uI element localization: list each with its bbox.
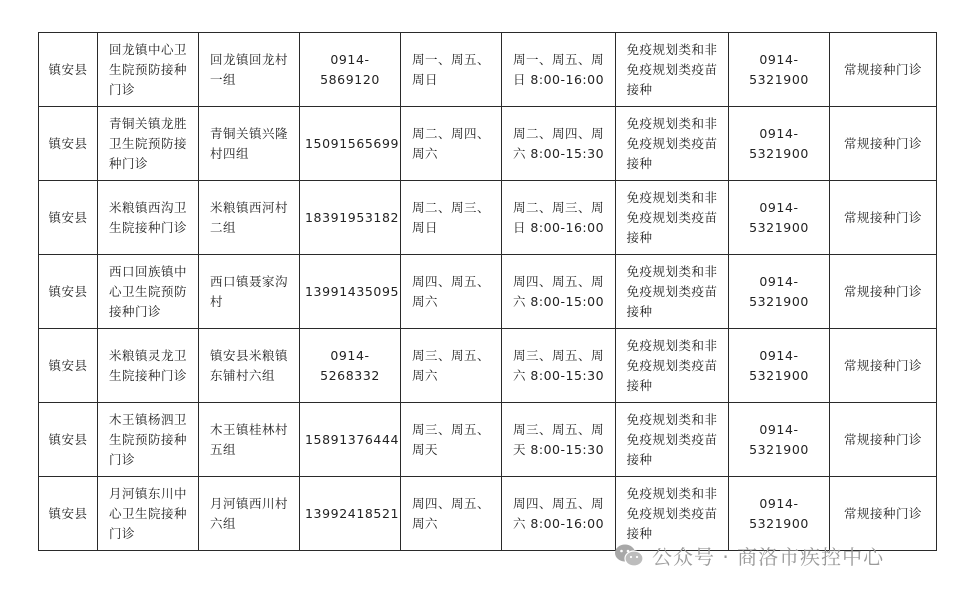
- table-row: [39, 33, 937, 107]
- service-text: 免疫规划类和非 免疫规划类疫苗 接种: [626, 485, 718, 541]
- days-text: 周四、周五、 周六: [411, 495, 490, 531]
- phone-cell: [300, 329, 401, 403]
- type-cell: [830, 181, 937, 255]
- county-cell: [39, 107, 98, 181]
- county-cell: [39, 477, 98, 551]
- days-text: 周四、周五、 周六: [411, 273, 490, 309]
- days-cell: [401, 477, 502, 551]
- county-text: 镇安县: [48, 209, 88, 225]
- county-text: 镇安县: [48, 505, 88, 521]
- phone-cell: [300, 403, 401, 477]
- service-cell: [616, 181, 729, 255]
- address-text: 回龙镇回龙村 一组: [209, 51, 288, 87]
- table-row: [39, 477, 937, 551]
- address-text: 青铜关镇兴隆 村四组: [209, 125, 288, 161]
- county-text: 镇安县: [48, 283, 88, 299]
- days-cell: [401, 255, 502, 329]
- clinic-cell: [98, 33, 199, 107]
- county-text: 镇安县: [48, 357, 88, 373]
- clinic-text: 木王镇杨泗卫 生院预防接种 门诊: [108, 411, 187, 467]
- address-cell: [199, 33, 300, 107]
- hours-text: 周二、周三、周 日 8:00-16:00: [512, 199, 605, 235]
- type-cell: [830, 33, 937, 107]
- days-cell: [401, 403, 502, 477]
- clinic-cell: [98, 477, 199, 551]
- hours-text: 周四、周五、周 六 8:00-15:00: [512, 273, 605, 309]
- hours-text: 周一、周五、周 日 8:00-16:00: [512, 51, 605, 87]
- address-text: 月河镇西川村 六组: [209, 495, 288, 531]
- clinic-table: [38, 32, 937, 551]
- hotline-cell: [729, 255, 830, 329]
- county-cell: [39, 255, 98, 329]
- hours-cell: [502, 477, 616, 551]
- days-text: 周三、周五、 周六: [411, 347, 490, 383]
- service-text: 免疫规划类和非 免疫规划类疫苗 接种: [626, 41, 718, 97]
- address-text: 镇安县米粮镇 东铺村六组: [209, 347, 288, 383]
- hours-text: 周二、周四、周 六 8:00-15:30: [512, 125, 605, 161]
- phone-cell: [300, 255, 401, 329]
- phone-cell: [300, 33, 401, 107]
- address-cell: [199, 329, 300, 403]
- watermark: [614, 541, 884, 570]
- hotline-cell: [729, 107, 830, 181]
- county-text: 镇安县: [48, 135, 88, 151]
- table-row: [39, 181, 937, 255]
- phone-cell: [300, 107, 401, 181]
- hotline-cell: [729, 477, 830, 551]
- hotline-text: 0914-5321900: [749, 199, 809, 235]
- type-text: 常规接种门诊: [843, 431, 922, 447]
- service-cell: [616, 33, 729, 107]
- hotline-text: 0914-5321900: [749, 495, 809, 531]
- clinic-text: 米粮镇西沟卫 生院接种门诊: [108, 199, 187, 235]
- type-text: 常规接种门诊: [843, 283, 922, 299]
- address-text: 西口镇聂家沟 村: [209, 273, 288, 309]
- hours-cell: [502, 181, 616, 255]
- phone-text: 18391953182: [305, 209, 400, 225]
- service-text: 免疫规划类和非 免疫规划类疫苗 接种: [626, 337, 718, 393]
- phone-cell: [300, 181, 401, 255]
- table-row: [39, 403, 937, 477]
- service-cell: [616, 477, 729, 551]
- clinic-cell: [98, 329, 199, 403]
- hotline-text: 0914-5321900: [749, 125, 809, 161]
- service-cell: [616, 107, 729, 181]
- hotline-cell: [729, 33, 830, 107]
- type-text: 常规接种门诊: [843, 357, 922, 373]
- phone-cell: [300, 477, 401, 551]
- address-text: 米粮镇西河村 二组: [209, 199, 288, 235]
- clinic-text: 青铜关镇龙胜 卫生院预防接 种门诊: [108, 115, 187, 171]
- clinic-cell: [98, 403, 199, 477]
- hotline-text: 0914-5321900: [749, 273, 809, 309]
- days-text: 周二、周三、 周日: [411, 199, 490, 235]
- clinic-cell: [98, 107, 199, 181]
- clinic-text: 回龙镇中心卫 生院预防接种 门诊: [108, 41, 187, 97]
- county-cell: [39, 181, 98, 255]
- hours-cell: [502, 107, 616, 181]
- hotline-text: 0914-5321900: [749, 51, 809, 87]
- type-cell: [830, 329, 937, 403]
- service-text: 免疫规划类和非 免疫规划类疫苗 接种: [626, 189, 718, 245]
- county-text: 镇安县: [48, 61, 88, 77]
- type-text: 常规接种门诊: [843, 209, 922, 225]
- clinic-text: 米粮镇灵龙卫 生院接种门诊: [108, 347, 187, 383]
- days-text: 周二、周四、 周六: [411, 125, 490, 161]
- address-text: 木王镇桂林村 五组: [209, 421, 288, 457]
- hours-cell: [502, 255, 616, 329]
- type-text: 常规接种门诊: [843, 505, 922, 521]
- days-text: 周三、周五、 周天: [411, 421, 490, 457]
- service-text: 免疫规划类和非 免疫规划类疫苗 接种: [626, 411, 718, 467]
- clinic-text: 西口回族镇中 心卫生院预防 接种门诊: [108, 263, 187, 319]
- table-row: [39, 107, 937, 181]
- watermark-text: 公众号 · 商洛市疾控中心: [652, 545, 885, 569]
- hours-cell: [502, 329, 616, 403]
- days-cell: [401, 329, 502, 403]
- table-row: [39, 329, 937, 403]
- county-cell: [39, 33, 98, 107]
- hotline-cell: [729, 329, 830, 403]
- phone-text: 0914-5869120: [320, 51, 380, 87]
- phone-text: 13992418521: [305, 505, 400, 521]
- hotline-text: 0914-5321900: [749, 347, 809, 383]
- address-cell: [199, 477, 300, 551]
- hotline-text: 0914-5321900: [749, 421, 809, 457]
- clinic-text: 月河镇东川中 心卫生院接种 门诊: [108, 485, 187, 541]
- address-cell: [199, 255, 300, 329]
- service-text: 免疫规划类和非 免疫规划类疫苗 接种: [626, 263, 718, 319]
- days-cell: [401, 33, 502, 107]
- service-cell: [616, 403, 729, 477]
- phone-text: 0914-5268332: [320, 347, 380, 383]
- days-cell: [401, 181, 502, 255]
- type-text: 常规接种门诊: [843, 135, 922, 151]
- days-cell: [401, 107, 502, 181]
- hours-text: 周三、周五、周 六 8:00-15:30: [512, 347, 605, 383]
- hotline-cell: [729, 403, 830, 477]
- address-cell: [199, 181, 300, 255]
- table-row: [39, 255, 937, 329]
- county-cell: [39, 403, 98, 477]
- phone-text: 15091565699: [305, 135, 400, 151]
- service-cell: [616, 329, 729, 403]
- hours-text: 周三、周五、周 天 8:00-15:30: [512, 421, 605, 457]
- wechat-icon: [614, 543, 644, 569]
- type-cell: [830, 107, 937, 181]
- type-cell: [830, 403, 937, 477]
- hours-cell: [502, 33, 616, 107]
- hours-cell: [502, 403, 616, 477]
- county-cell: [39, 329, 98, 403]
- type-cell: [830, 477, 937, 551]
- type-cell: [830, 255, 937, 329]
- address-cell: [199, 403, 300, 477]
- clinic-cell: [98, 255, 199, 329]
- hotline-cell: [729, 181, 830, 255]
- phone-text: 15891376444: [305, 431, 400, 447]
- hours-text: 周四、周五、周 六 8:00-16:00: [512, 495, 605, 531]
- county-text: 镇安县: [48, 431, 88, 447]
- service-cell: [616, 255, 729, 329]
- service-text: 免疫规划类和非 免疫规划类疫苗 接种: [626, 115, 718, 171]
- type-text: 常规接种门诊: [843, 61, 922, 77]
- address-cell: [199, 107, 300, 181]
- clinic-cell: [98, 181, 199, 255]
- phone-text: 13991435095: [305, 283, 400, 299]
- days-text: 周一、周五、 周日: [411, 51, 490, 87]
